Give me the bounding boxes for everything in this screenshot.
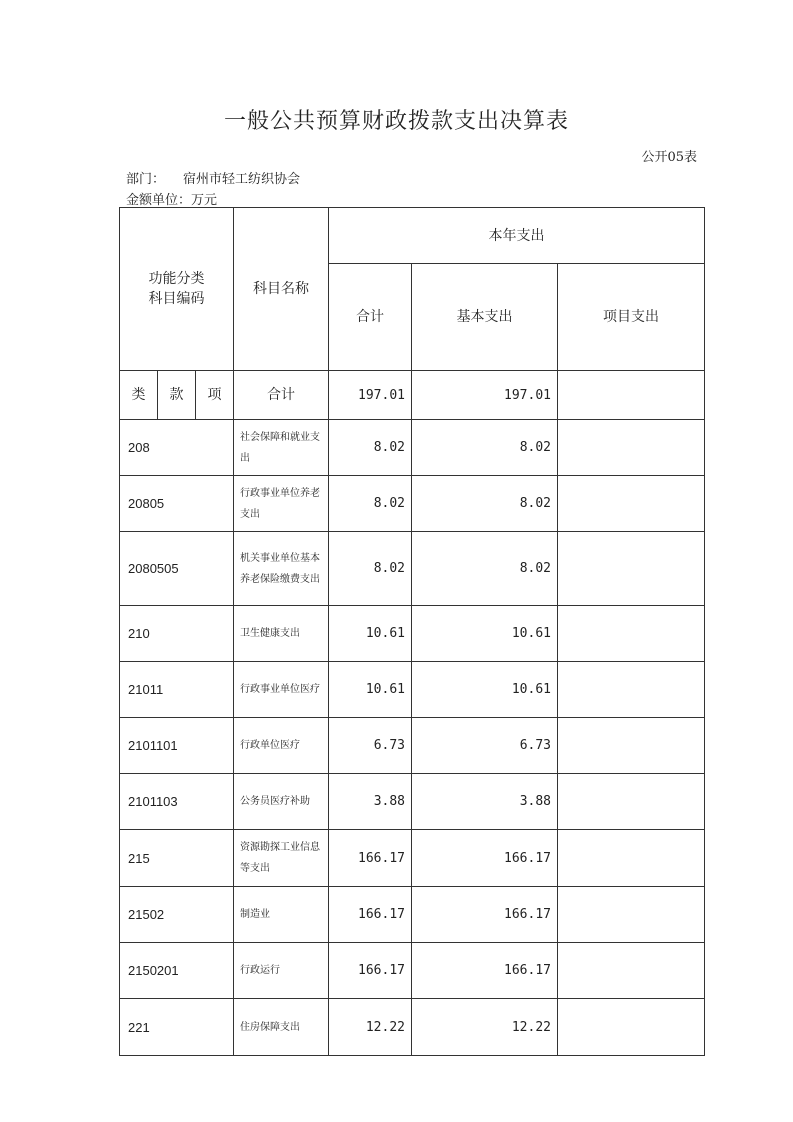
row-code: 21502 <box>120 887 234 943</box>
func-class-header <box>120 208 234 371</box>
row-project <box>558 420 705 476</box>
row-basic: 12.22 <box>412 999 558 1056</box>
table-row <box>120 420 705 476</box>
row-total: 10.61 <box>329 606 412 662</box>
row-basic: 10.61 <box>412 606 558 662</box>
department-label: 部门： <box>126 172 166 187</box>
subject-name-header: 科目名称 <box>234 208 329 371</box>
row-code: 2150201 <box>120 943 234 999</box>
row-project <box>558 999 705 1056</box>
table-row <box>120 774 705 830</box>
table-row <box>120 999 705 1056</box>
row-basic: 166.17 <box>412 830 558 887</box>
row-project <box>558 774 705 830</box>
table-row <box>120 532 705 606</box>
form-number: 公开05表 <box>641 150 697 165</box>
row-total: 8.02 <box>329 476 412 532</box>
table-row <box>120 943 705 999</box>
func-class-line1: 功能分类 <box>148 271 205 287</box>
page-title: 一般公共预算财政拨款支出决算表 <box>223 109 569 134</box>
row-code: 215 <box>120 830 234 887</box>
row-name: 卫生健康支出 <box>234 606 329 662</box>
row-project <box>558 943 705 999</box>
row-name: 社会保障和就业支出 <box>234 420 329 476</box>
row-code: 221 <box>120 999 234 1056</box>
row-basic: 166.17 <box>412 943 558 999</box>
table-row <box>120 476 705 532</box>
row-total: 12.22 <box>329 999 412 1056</box>
project-sum <box>558 371 705 420</box>
row-project <box>558 830 705 887</box>
row-total: 166.17 <box>329 887 412 943</box>
row-code: 2101101 <box>120 718 234 774</box>
row-basic: 8.02 <box>412 532 558 606</box>
row-basic: 8.02 <box>412 476 558 532</box>
row-name: 住房保障支出 <box>234 999 329 1056</box>
row-basic: 8.02 <box>412 420 558 476</box>
row-code: 210 <box>120 606 234 662</box>
row-total: 3.88 <box>329 774 412 830</box>
row-project <box>558 532 705 606</box>
total-header: 合计 <box>329 264 412 371</box>
amount-unit: 金额单位：万元 <box>126 193 218 208</box>
row-project <box>558 606 705 662</box>
basic-header: 基本支出 <box>412 264 558 371</box>
table-row <box>120 662 705 718</box>
row-total: 10.61 <box>329 662 412 718</box>
row-name: 行政单位医疗 <box>234 718 329 774</box>
row-code: 20805 <box>120 476 234 532</box>
project-header: 项目支出 <box>558 264 705 371</box>
func-class-line2: 科目编码 <box>148 291 205 307</box>
row-name: 行政运行 <box>234 943 329 999</box>
row-name: 行政事业单位养老支出 <box>234 476 329 532</box>
row-total: 166.17 <box>329 830 412 887</box>
row-name: 机关事业单位基本养老保险缴费支出 <box>234 532 329 606</box>
row-name: 资源勘探工业信息等支出 <box>234 830 329 887</box>
row-name: 制造业 <box>234 887 329 943</box>
row-basic: 166.17 <box>412 887 558 943</box>
department-name: 宿州市轻工纺织协会 <box>183 172 301 187</box>
lei-header: 类 <box>120 371 158 420</box>
row-name: 公务员医疗补助 <box>234 774 329 830</box>
basic-sum: 197.01 <box>412 371 558 420</box>
row-total: 8.02 <box>329 420 412 476</box>
sum-label: 合计 <box>234 371 329 420</box>
row-basic: 6.73 <box>412 718 558 774</box>
expenditure-table <box>119 207 705 1056</box>
table-row <box>120 606 705 662</box>
row-basic: 10.61 <box>412 662 558 718</box>
row-total: 8.02 <box>329 532 412 606</box>
row-project <box>558 476 705 532</box>
table-row <box>120 887 705 943</box>
row-project <box>558 718 705 774</box>
row-project <box>558 887 705 943</box>
table-row <box>120 718 705 774</box>
row-name: 行政事业单位医疗 <box>234 662 329 718</box>
table-row <box>120 830 705 887</box>
department-line <box>126 168 300 187</box>
row-basic: 3.88 <box>412 774 558 830</box>
row-code: 21011 <box>120 662 234 718</box>
row-code: 208 <box>120 420 234 476</box>
row-total: 166.17 <box>329 943 412 999</box>
current-year-header: 本年支出 <box>329 208 705 264</box>
row-code: 2080505 <box>120 532 234 606</box>
row-code: 2101103 <box>120 774 234 830</box>
total-sum: 197.01 <box>329 371 412 420</box>
row-project <box>558 662 705 718</box>
xiang-header: 项 <box>196 371 234 420</box>
kuan-header: 款 <box>158 371 196 420</box>
row-total: 6.73 <box>329 718 412 774</box>
